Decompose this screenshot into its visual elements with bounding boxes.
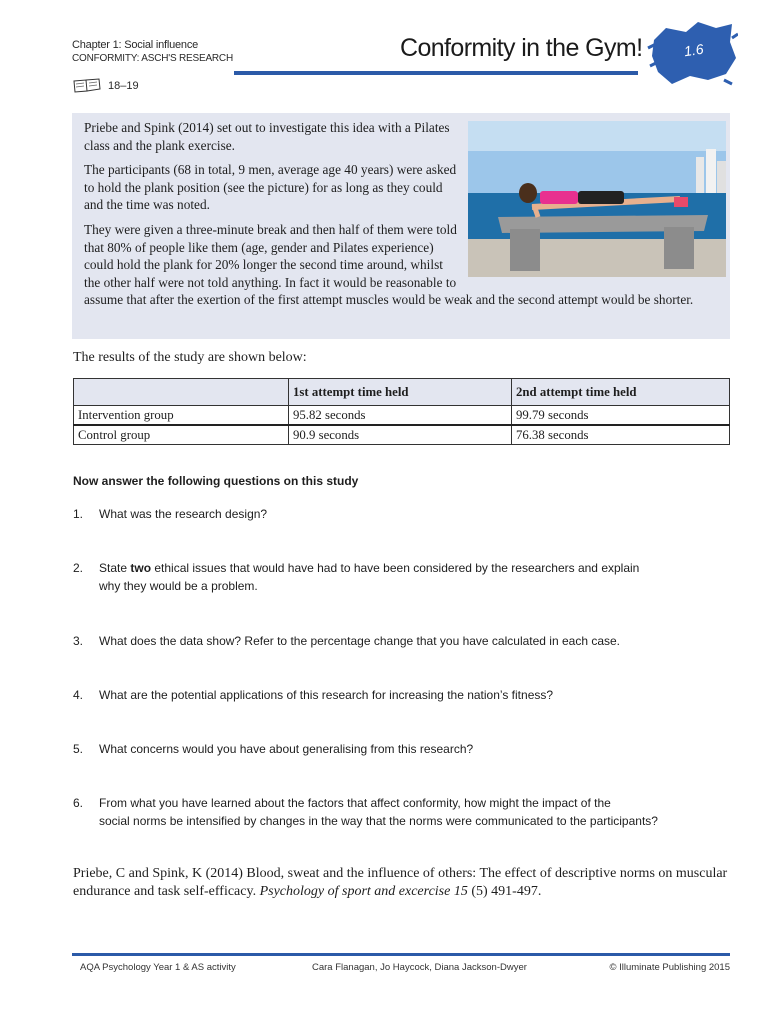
question-number: 6. (73, 796, 84, 810)
question-text: State two ethical issues that would have had to have been considered by the researchers and explain (99, 561, 640, 575)
intro-paragraph-3: They were given a three-minute break and then half of them were told that 80% of people like them (age, gender and Pilates experience) could hold the plank for 20% longer the second time around, whilst the other half were not told anything. In fact it would be reasonable to assume that after the exertion of the first attempt muscles would be weak and the second attempt would be shorter. (84, 221, 694, 308)
plank-photo (468, 121, 726, 277)
question-number: 5. (73, 742, 84, 756)
table-cell: Control group (74, 425, 289, 445)
reference-authors: Priebe, C and Spink, K (2014) Blood, sweat and the influence of others: The effect of descriptive norms on muscular endurance and task self-efficacy. (73, 866, 728, 899)
table-cell: 99.79 seconds (512, 406, 730, 426)
question-3 (73, 632, 693, 650)
table-cell: 90.9 seconds (289, 425, 512, 445)
questions-heading: Now answer the following questions on this study (73, 474, 359, 488)
table-row (74, 425, 730, 445)
question-text: What are the potential applications of this research for increasing the nation’s fitness? (99, 688, 554, 702)
open-book-icon (72, 78, 102, 94)
page-title: Conformity in the Gym! (400, 34, 643, 62)
intro-paragraph-1: Priebe and Spink (2014) set out to investigate this idea with a Pilates class and the plank exercise. (84, 120, 450, 153)
chapter-label: Chapter 1: Social influence (72, 39, 199, 51)
question-text-line-2: why they would be a problem. (99, 579, 258, 593)
footer-left: AQA Psychology Year 1 & AS activity (80, 962, 236, 973)
results-table (73, 378, 730, 445)
question-number: 3. (73, 634, 84, 648)
title-underline (234, 71, 638, 75)
question-text-line-2: social norms be intensified by changes in the way that the norms were communicated to the participants? (99, 814, 658, 828)
table-header-cell: 1st attempt time held (289, 379, 512, 406)
question-number: 2. (73, 561, 84, 575)
chapter-header (72, 38, 233, 66)
question-number: 1. (73, 507, 84, 521)
question-1 (73, 505, 693, 523)
table-cell: 76.38 seconds (512, 425, 730, 445)
reference (73, 865, 733, 901)
table-cell: 95.82 seconds (289, 406, 512, 426)
question-2 (73, 559, 693, 595)
table-cell: Intervention group (74, 406, 289, 426)
footer-right: © Illuminate Publishing 2015 (609, 962, 730, 973)
question-text: From what you have learned about the factors that affect conformity, how might the impact of the (99, 796, 611, 810)
intro-box (72, 113, 730, 339)
topic-label: CONFORMITY: ASCH'S RESEARCH (72, 53, 233, 64)
activity-number: 1.6 (682, 40, 705, 60)
page-numbers: 18–19 (108, 80, 139, 92)
intro-paragraph-2: The participants (68 in total, 9 men, average age 40 years) were asked to hold the plank position (see the picture) for as long as they could and the time was noted. (84, 162, 457, 213)
table-header-row (74, 379, 730, 406)
footer-rule (72, 953, 730, 956)
table-header-cell: 2nd attempt time held (512, 379, 730, 406)
question-text: What does the data show? Refer to the percentage change that you have calculated in each case. (99, 634, 621, 648)
page-reference (72, 78, 139, 94)
question-6 (73, 794, 693, 830)
question-4 (73, 686, 693, 704)
footer-center: Cara Flanagan, Jo Haycock, Diana Jackson-Dwyer (312, 962, 527, 973)
activity-badge (646, 18, 738, 90)
question-number: 4. (73, 688, 84, 702)
table-row (74, 406, 730, 426)
question-text: What concerns would you have about generalising from this research? (99, 742, 474, 756)
question-5 (73, 740, 693, 758)
emphasis: two (130, 561, 152, 575)
reference-details: (5) 491-497. (471, 884, 542, 899)
table-header-cell (74, 379, 289, 406)
reference-journal: Psychology of sport and excercise 15 (259, 884, 468, 899)
question-text: What was the research design? (99, 507, 268, 521)
results-intro: The results of the study are shown below: (73, 350, 307, 365)
